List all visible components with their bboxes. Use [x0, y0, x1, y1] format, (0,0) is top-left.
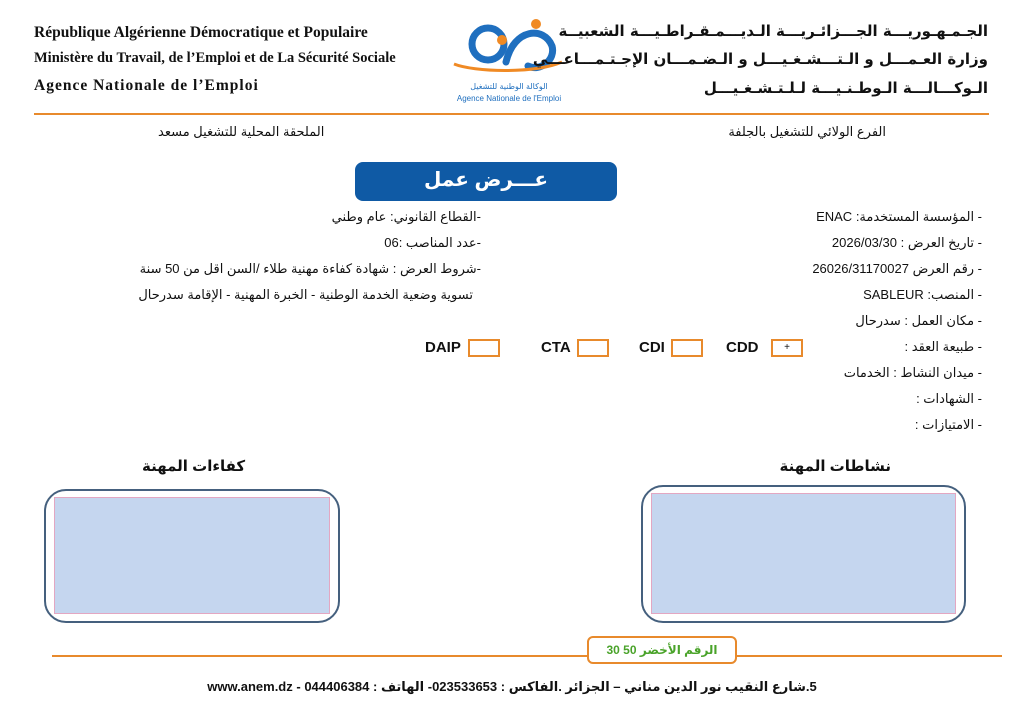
header-ar-line3: الـوكـــالـــة الـوطـنـيـــة لـلـتـشـغـيـــل [703, 79, 988, 97]
header-fr-line1: République Algérienne Démocratique et Populaire [34, 24, 368, 41]
contract-daip-label: DAIP [425, 339, 461, 356]
footer-divider [52, 655, 1002, 657]
field-benefits: - الامتيازات : [914, 417, 982, 432]
branch-left: الملحقة المحلية للتشغيل مسعد [158, 124, 325, 139]
contract-cdi-checkbox[interactable] [671, 339, 703, 357]
green-number-badge: الرقم الأخضر 50 30 [587, 636, 737, 664]
field-certificates: - الشهادات : [916, 391, 982, 406]
footer-address: 5.شارع النقيب نور الدين مناني – الجزائر .الفاكس : 023533653- الهاتف : 044406384 - www.anem.dz [207, 679, 817, 694]
contract-cdd-label: CDD [726, 339, 759, 356]
field-employer: - المؤسسة المستخدمة: ENAC [816, 209, 982, 224]
logo-french-text: Agence Nationale de l'Emploi [456, 94, 562, 103]
page-title: عـــرض عمل [355, 162, 617, 201]
field-workplace: - مكان العمل : سدرحال [855, 313, 982, 328]
activities-title: نشاطات المهنة [779, 458, 891, 475]
contract-cdi-label: CDI [639, 339, 665, 356]
field-offer-conditions-2: تسوية وضعية الخدمة الوطنية - الخبرة المهنية - الإقامة سدرحال [138, 287, 473, 302]
skills-title: كفاءات المهنة [142, 458, 246, 475]
header-ar-line1: الجـمـهـوريـــة الجـــزائـريـــة الـديـــمـقـراطـيـــة الشعبيــة [558, 22, 988, 40]
contract-cta-label: CTA [541, 339, 571, 356]
logo-arabic-text: الوكالة الوطنية للتشغيل [470, 82, 548, 91]
field-contract-type: - طبيعة العقد : [904, 339, 982, 354]
activities-box[interactable] [651, 493, 956, 614]
field-activity: - ميدان النشاط : الخدمات [843, 365, 982, 380]
header-fr-line2: Ministère du Travail, de l’Emploi et de La Sécurité Sociale [34, 50, 396, 66]
skills-box[interactable] [54, 497, 330, 614]
field-positions-count: -عدد المناصب :06 [384, 235, 481, 250]
header-fr-line3: Agence Nationale de l’Emploi [34, 77, 259, 94]
header-divider [34, 113, 989, 115]
contract-daip-checkbox[interactable] [468, 339, 500, 357]
branch-right: الفرع الولائي للتشغيل بالجلفة [728, 124, 886, 139]
contract-cta-checkbox[interactable] [577, 339, 609, 357]
field-offer-number: - رقم العرض 26026/31170027 [812, 261, 982, 276]
header-ar-line2: وزارة العـمـــل و الـتـــشـغـيـــل و الـضـمـــان الإجـتـمـــاعـــي [532, 50, 988, 68]
contract-cdd-checkbox[interactable]: + [771, 339, 803, 357]
field-offer-date: - تاريخ العرض : 2026/03/30 [831, 235, 982, 250]
field-legal-sector: -القطاع القانوني: عام وطني [331, 209, 481, 224]
field-offer-conditions: -شروط العرض : شهادة كفاءة مهنية طلاء /السن اقل من 50 سنة [139, 261, 481, 276]
field-position: - المنصب: SABLEUR [863, 287, 982, 302]
